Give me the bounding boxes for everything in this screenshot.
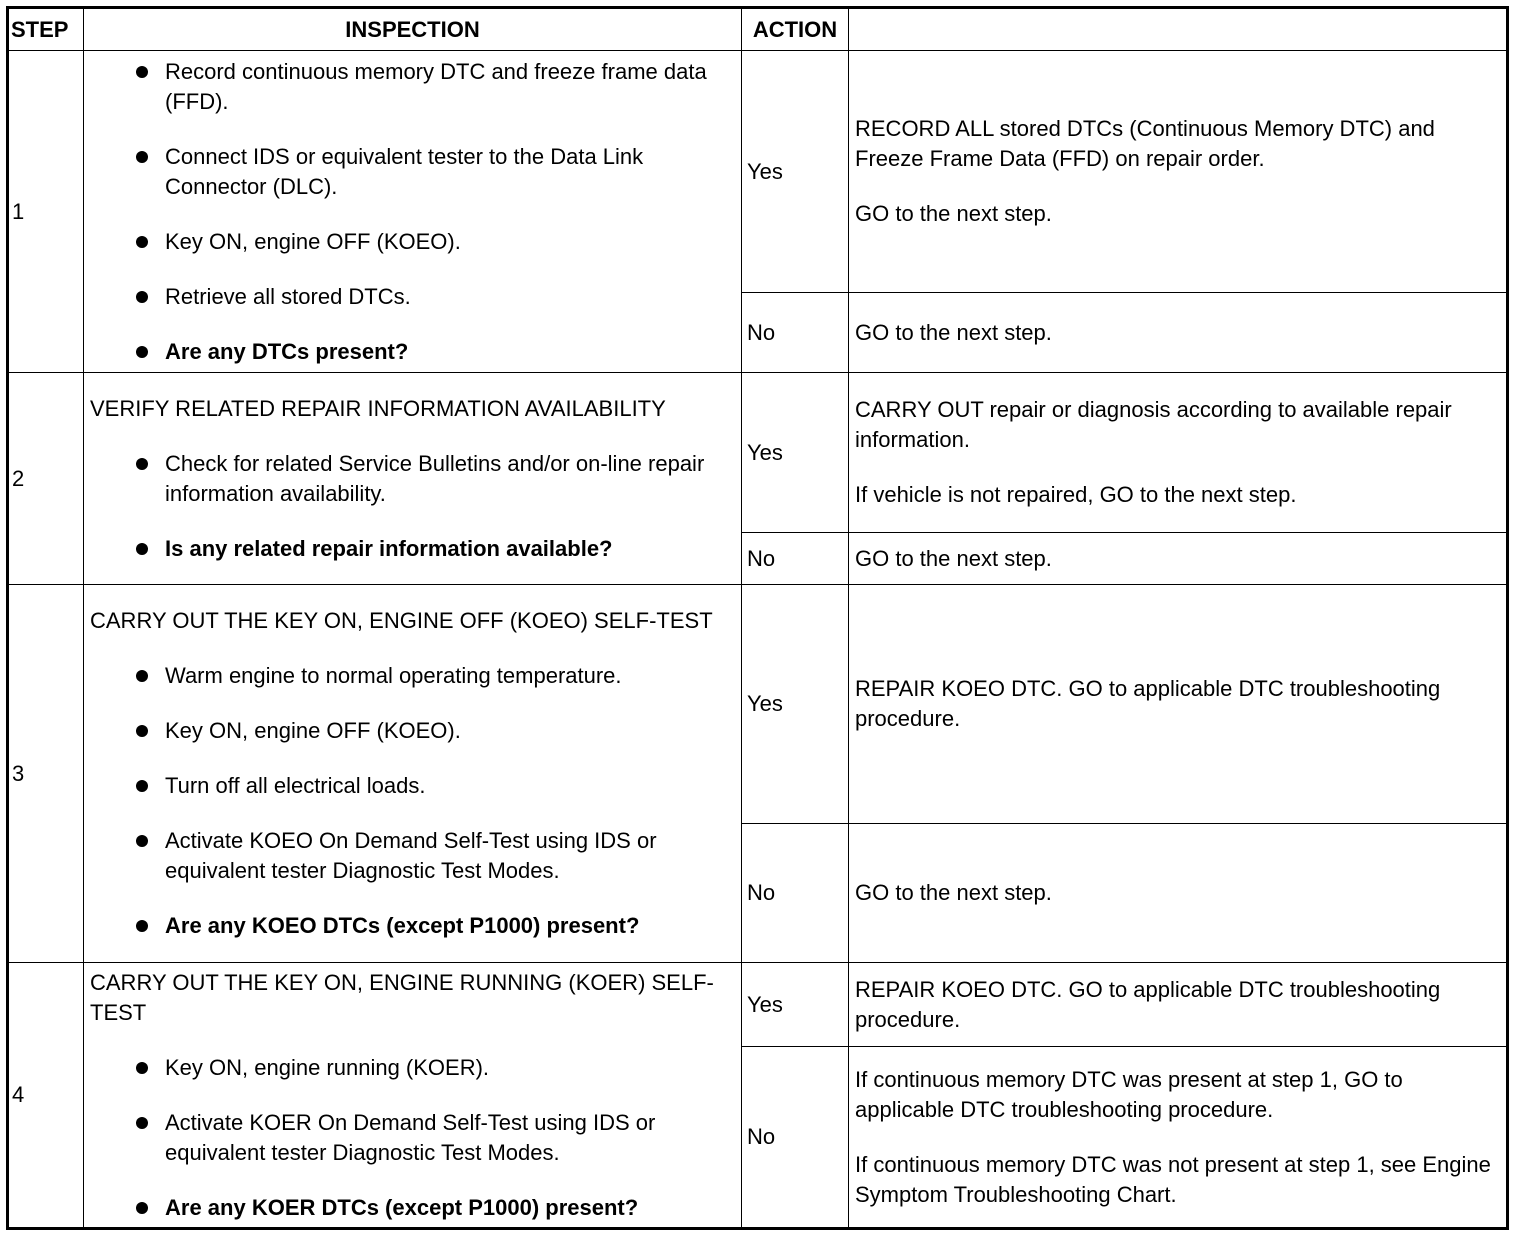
table-row <box>8 585 1508 824</box>
result-text: RECORD ALL stored DTCs (Continuous Memory DTC) and Freeze Frame Data (FFD) on repair order. <box>855 116 1435 171</box>
inspection-cell <box>84 963 742 1229</box>
action-yes: Yes <box>742 585 849 824</box>
inspection-cell <box>84 585 742 963</box>
header-row <box>8 8 1508 51</box>
step-number: 1 <box>8 51 84 373</box>
result-text: GO to the next step. <box>855 201 1052 226</box>
action-no: No <box>742 1047 849 1229</box>
diagnostic-table <box>6 6 1509 1230</box>
result-yes <box>849 373 1508 533</box>
action-yes: Yes <box>742 963 849 1047</box>
result-text: If vehicle is not repaired, GO to the next step. <box>855 482 1297 507</box>
list-item: Key ON, engine running (KOER). <box>90 1053 735 1083</box>
step-number: 3 <box>8 585 84 963</box>
header-action: ACTION <box>742 8 849 51</box>
list-item: Warm engine to normal operating temperature. <box>90 661 735 691</box>
result-text: If continuous memory DTC was not present at step 1, see Engine Symptom Troubleshooting Chart. <box>855 1151 1491 1207</box>
result-text: CARRY OUT repair or diagnosis according to available repair information. <box>855 397 1452 452</box>
header-result <box>849 8 1508 51</box>
inspection-cell <box>84 373 742 585</box>
result-no <box>849 533 1508 585</box>
action-no: No <box>742 533 849 585</box>
result-text: If continuous memory DTC was present at step 1, GO to applicable DTC troubleshooting procedure. <box>855 1066 1403 1122</box>
question: Are any KOEO DTCs (except P1000) present? <box>90 911 735 941</box>
result-text: REPAIR KOEO DTC. GO to applicable DTC troubleshooting procedure. <box>855 676 1441 731</box>
list-item: Key ON, engine OFF (KOEO). <box>90 227 735 257</box>
result-text: GO to the next step. <box>855 319 1052 345</box>
list-item: Retrieve all stored DTCs. <box>90 282 735 312</box>
table-row <box>8 963 1508 1047</box>
list-item: Check for related Service Bulletins and/or on-line repair information availability. <box>90 449 735 509</box>
header-step: STEP <box>8 8 84 51</box>
step-heading: VERIFY RELATED REPAIR INFORMATION AVAILABILITY <box>90 395 666 421</box>
result-yes <box>849 51 1508 293</box>
result-text: GO to the next step. <box>855 545 1052 571</box>
action-yes: Yes <box>742 51 849 293</box>
action-yes: Yes <box>742 373 849 533</box>
step-number: 2 <box>8 373 84 585</box>
list-item: Activate KOER On Demand Self-Test using IDS or equivalent tester Diagnostic Test Modes. <box>90 1108 735 1168</box>
action-no: No <box>742 824 849 963</box>
result-yes <box>849 585 1508 824</box>
step-number: 4 <box>8 963 84 1229</box>
result-no <box>849 293 1508 373</box>
step-heading: CARRY OUT THE KEY ON, ENGINE OFF (KOEO) SELF-TEST <box>90 608 713 633</box>
table-row <box>8 373 1508 533</box>
result-no <box>849 824 1508 963</box>
list-item: Turn off all electrical loads. <box>90 771 735 801</box>
table-row <box>8 51 1508 293</box>
header-inspection: INSPECTION <box>84 8 742 51</box>
list-item: Key ON, engine OFF (KOEO). <box>90 716 735 746</box>
question: Is any related repair information available? <box>90 534 735 564</box>
result-no <box>849 1047 1508 1229</box>
result-text: GO to the next step. <box>855 880 1052 905</box>
list-item: Activate KOEO On Demand Self-Test using IDS or equivalent tester Diagnostic Test Modes. <box>90 826 735 886</box>
step-heading: CARRY OUT THE KEY ON, ENGINE RUNNING (KOER) SELF-TEST <box>90 969 714 1025</box>
result-yes <box>849 963 1508 1047</box>
list-item: Connect IDS or equivalent tester to the Data Link Connector (DLC). <box>90 142 735 202</box>
question: Are any KOER DTCs (except P1000) present? <box>90 1193 735 1223</box>
list-item: Record continuous memory DTC and freeze frame data (FFD). <box>90 57 735 117</box>
result-text: REPAIR KOEO DTC. GO to applicable DTC troubleshooting procedure. <box>855 976 1441 1032</box>
action-no: No <box>742 293 849 373</box>
question: Are any DTCs present? <box>90 337 735 367</box>
inspection-cell <box>84 51 742 373</box>
